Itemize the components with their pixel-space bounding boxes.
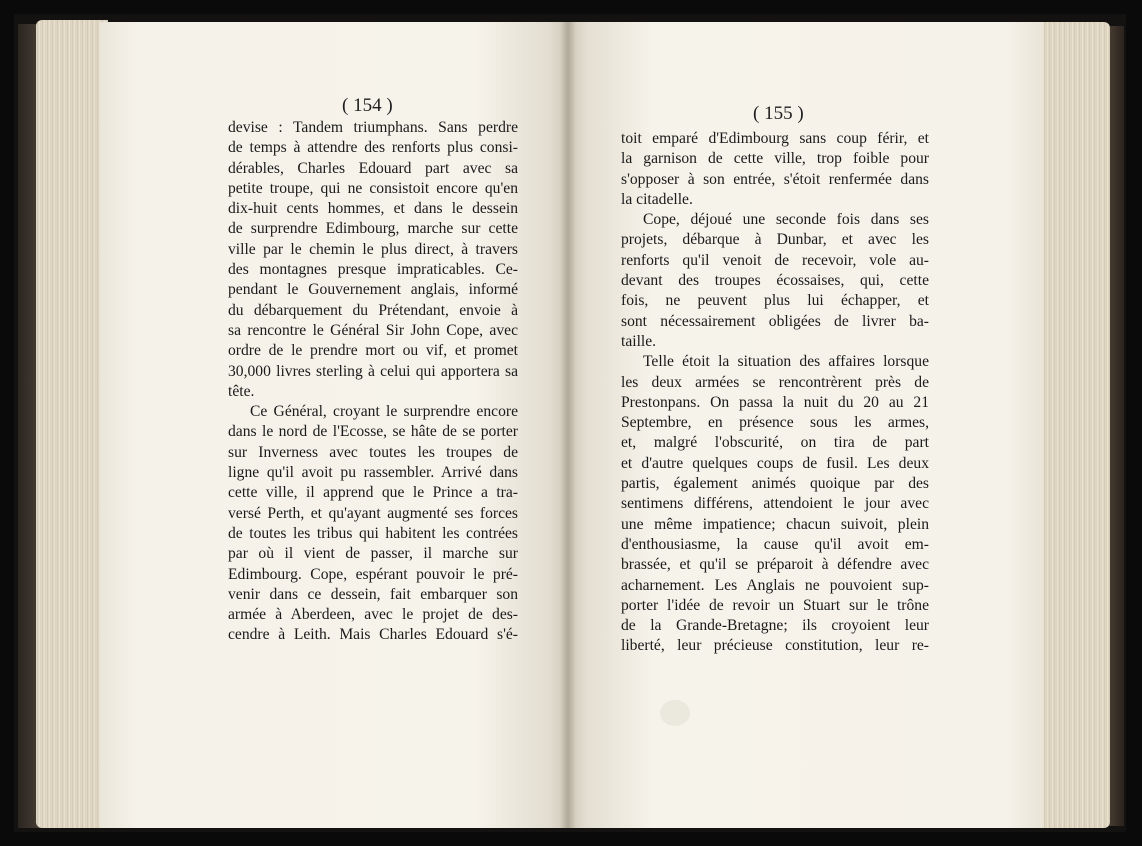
text-line: fois, ne peuvent plus lui échapper, et	[621, 292, 929, 310]
text-line: ville par le chemin le plus direct, à travers	[228, 240, 518, 258]
text-line: toit emparé d'Edimbourg sans coup férir, et	[621, 130, 929, 147]
left-page-number: ( 154 )	[342, 95, 393, 116]
text-line: d'enthousiasme, la cause qu'il avoit em-	[621, 535, 929, 553]
text-line: renforts qu'il venoit de recevoir, vole au-	[621, 251, 929, 269]
text-line: Edimbourg. Cope, espérant pouvoir le pré-	[228, 565, 518, 583]
text-line: la citadelle.	[621, 190, 693, 208]
text-line: dix-huit cents hommes, et dans le dessein	[228, 200, 518, 218]
text-line: Telle étoit la situation des affaires lorsque	[643, 353, 929, 371]
text-line: liberté, leur précieuse constitution, leur re-	[621, 637, 929, 655]
text-line: devant des troupes écossaises, qui, cette	[621, 272, 929, 290]
text-line: dérables, Charles Edouard part avec sa	[228, 159, 518, 177]
text-line: de temps à attendre des renforts plus consi-	[228, 139, 518, 157]
text-line: partis, également animés quoique par des	[621, 475, 929, 493]
text-line: sa rencontre le Général Sir John Cope, avec	[228, 321, 518, 339]
text-line: projets, débarque à Dunbar, et avec les	[621, 231, 929, 249]
text-line: une même impatience; chacun suivoit, plein	[621, 515, 929, 533]
text-line: cette ville, il apprend que le Prince a tra-	[228, 484, 518, 502]
text-line: et d'autre quelques coups de fusil. Les deux	[621, 454, 929, 472]
text-line: porter l'idée de revoir un Stuart sur le trône	[621, 596, 929, 614]
text-line: Ce Général, croyant le surprendre encore	[250, 403, 518, 421]
text-line: venir dans ce dessein, fait embarquer son	[228, 585, 518, 603]
left-page-edges	[36, 20, 108, 828]
text-line: 30,000 livres sterling à celui qui apportera sa	[228, 362, 518, 380]
text-line: devise : Tandem triumphans. Sans perdre	[228, 119, 518, 136]
text-line: taille.	[621, 332, 657, 350]
right-page-edges	[1036, 22, 1110, 828]
left-page-text	[228, 118, 518, 646]
text-line: petite troupe, qui ne consistoit encore qu'en	[228, 179, 518, 197]
text-line: sur Inverness avec toutes les troupes de	[228, 443, 518, 461]
paper-stain	[660, 700, 690, 726]
text-line: acharnement. Les Anglais ne pouvoient sup-	[621, 576, 929, 594]
text-line: tête.	[228, 382, 255, 400]
text-line: la garnison de cette ville, trop foible pour	[621, 150, 929, 168]
text-line: brassée, et qu'il se préparoit à défendre avec	[621, 556, 929, 574]
book-gutter	[560, 22, 576, 828]
text-line: des montagnes presque impraticables. Ce-	[228, 261, 518, 279]
right-page-text	[621, 129, 929, 657]
text-line: versé Perth, et qu'ayant augmenté ses forces	[228, 504, 518, 522]
text-line: Septembre, en présence sous les armes,	[621, 414, 929, 432]
text-line: dans le nord de l'Ecosse, se hâte de se porter	[228, 423, 518, 441]
text-line: et, malgré l'obscurité, on tira de part	[621, 434, 929, 452]
text-line: pendant le Gouvernement anglais, informé	[228, 281, 518, 299]
text-line: de toutes les tribus qui habitent les contrées	[228, 524, 518, 542]
text-line: Cope, déjoué une seconde fois dans ses	[643, 211, 929, 229]
right-page-number: ( 155 )	[753, 103, 804, 124]
text-line: Prestonpans. On passa la nuit du 20 au 21	[621, 393, 929, 411]
text-line: sont nécessairement obligées de livrer ba-	[621, 312, 929, 330]
text-line: les deux armées se rencontrèrent près de	[621, 373, 929, 391]
text-line: ordre de le prendre mort ou vif, et promet	[228, 342, 518, 360]
text-line: par où il vient de passer, il marche sur	[228, 545, 518, 563]
text-line: ligne qu'il avoit pu rassembler. Arrivé dans	[228, 464, 518, 482]
text-line: du débarquement du Prétendant, envoie à	[228, 301, 518, 319]
text-line: s'opposer à son entrée, s'étoit renfermée dans	[621, 170, 929, 188]
text-line: de surprendre Edimbourg, marche sur cette	[228, 220, 518, 238]
text-line: armée à Aberdeen, avec le projet de des-	[228, 606, 518, 624]
text-line: de la Grande-Bretagne; ils croyoient leur	[621, 617, 929, 635]
text-line: sentimens différens, attendoient le jour avec	[621, 495, 929, 513]
text-line: cendre à Leith. Mais Charles Edouard s'é-	[228, 626, 518, 644]
